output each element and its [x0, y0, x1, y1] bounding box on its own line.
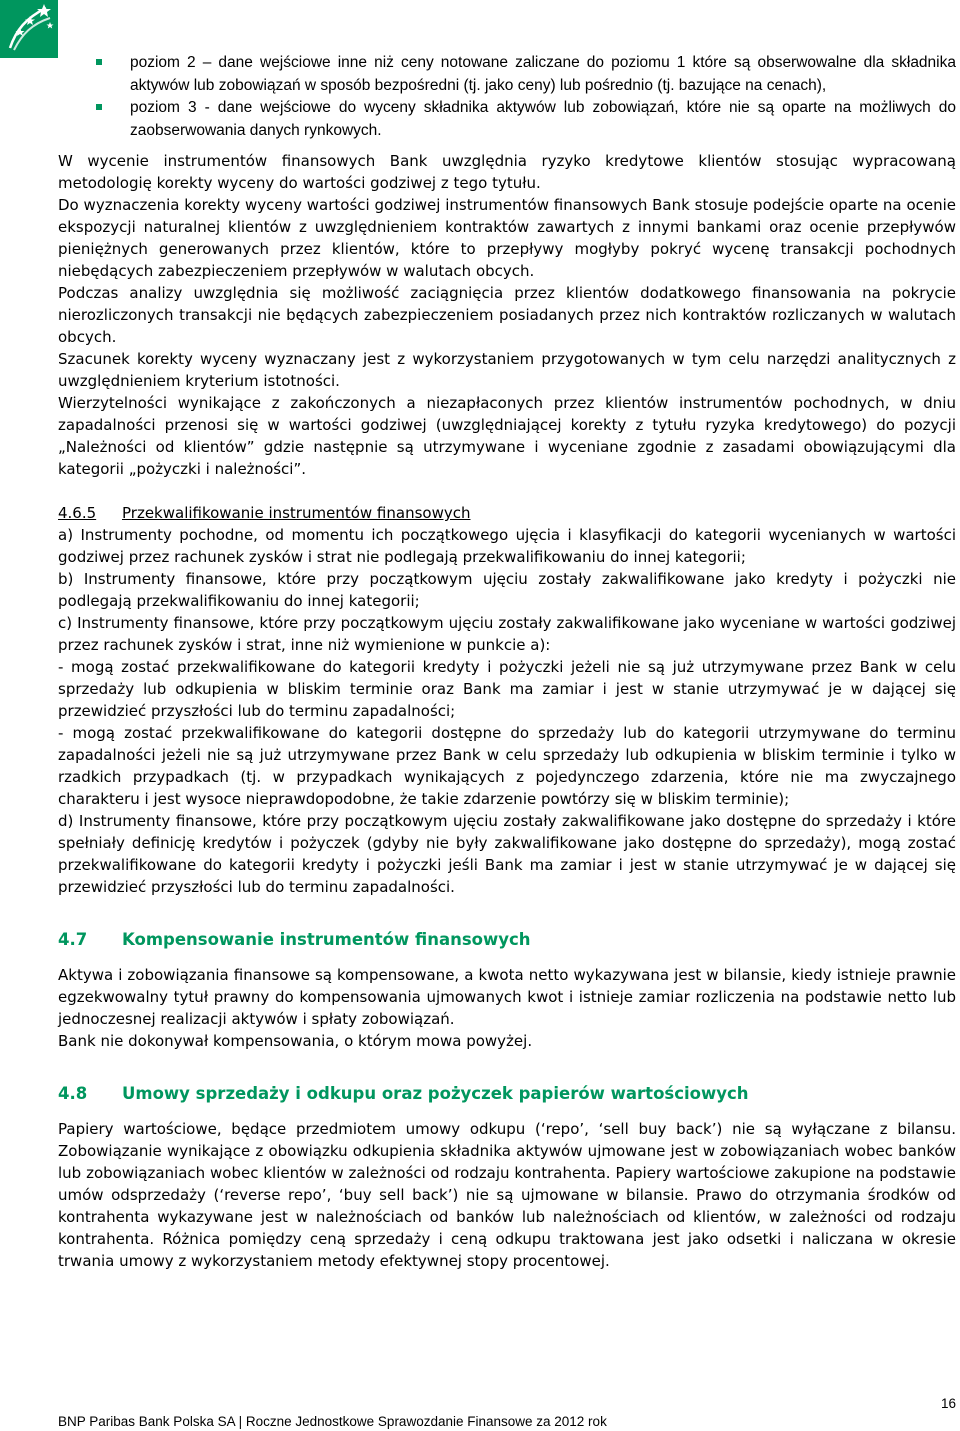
level-bullet-list [58, 52, 956, 142]
paragraph: c) Instrumenty finansowe, które przy początkowym ujęciu zostały zakwalifikowane jako wyceniane w wartości godziwej przez rachunek zysków i strat, inne niż wymienione w punkcie a): [58, 614, 956, 654]
paragraph: Bank nie dokonywał kompensowania, o którym mowa powyżej. [58, 1032, 533, 1050]
list-item: poziom 3 - dane wejściowe do wyceny składnika aktywów lub zobowiązań, które nie są oparte na możliwych do zaobserwowania danych rynkowych. [58, 97, 956, 142]
paragraph: Szacunek korekty wyceny wyznaczany jest z wykorzystaniem przygotowanych w tym celu narzędzi analitycznych z uwzględnieniem kryterium istotności. [58, 350, 956, 390]
section-heading-4-6-5: 4.6.5 Przekwalifikowanie instrumentów finansowych [58, 504, 471, 522]
page-content [58, 54, 956, 1272]
paragraph: - mogą zostać przekwalifikowane do kategorii kredyty i pożyczki jeżeli nie są już utrzymywane przez Bank w celu sprzedaży lub odkupienia w bliskim terminie oraz Bank ma zamiar i jest w stanie utrzymywać je w dającej się przewidzieć przyszłości lub do terminu zapadalności; [58, 658, 956, 720]
paragraph: b) Instrumenty finansowe, które przy początkowym ujęciu zostały zakwalifikowane jako kredyty i pożyczki nie podlegają przekwalifikowaniu do innej kategorii; [58, 570, 956, 610]
stars-logo-icon [0, 0, 58, 58]
section-heading-4-7: 4.7 Kompensowanie instrumentów finansowych [58, 930, 531, 949]
bank-logo [0, 0, 58, 58]
paragraph: - mogą zostać przekwalifikowane do kategorii dostępne do sprzedaży lub do kategorii utrzymywane do terminu zapadalności jeżeli nie są już utrzymywane przez Bank w celu sprzedaży lub odkupienia w bliskim terminie i tylko w rzadkich przypadkach (tj. w przypadkach wynikających z pojedynczego zdarzenia, które nie ma zwyczajnego charakteru i jest wysoce nieprawdopodobne, że takie zdarzenie powtórzy się w bliskim terminie); [58, 724, 956, 808]
square-bullet-icon [96, 104, 102, 110]
square-bullet-icon [96, 59, 102, 65]
page-footer: BNP Paribas Bank Polska SA | Roczne Jednostkowe Sprawozdanie Finansowe za 2012 rok [58, 1414, 607, 1429]
paragraph: a) Instrumenty pochodne, od momentu ich początkowego ujęcia i klasyfikacji do kategorii wycenianych w wartości godziwej przez rachunek zysków i strat nie podlegają przekwalifikowaniu do innej kategorii; [58, 526, 956, 566]
paragraph: Aktywa i zobowiązania finansowe są kompensowane, a kwota netto wykazywana jest w bilansie, kiedy istnieje prawnie egzekwowalny tytuł prawny do kompensowania ujmowanych kwot i istnieje zamiar rozliczenia na podstawie netto lub jednoczesnej realizacji aktywów i spłaty zobowiązań. [58, 966, 956, 1028]
page-number: 16 [940, 1396, 956, 1411]
paragraph: Do wyznaczenia korekty wyceny wartości godziwej instrumentów finansowych Bank stosuje podejście oparte na ocenie ekspozycji naturalnej klientów z uwzględnieniem kontraktów zawartych z innymi bankami oraz ocenie przepływów pieniężnych generowanych przez klientów, które to przepływy mogłyby pokryć wycenę transakcji pochodnych niebędących zabezpieczeniem przepływów w walutach obcych. [58, 196, 956, 280]
paragraph: W wycenie instrumentów finansowych Bank uwzględnia ryzyko kredytowe klientów stosując wypracowaną metodologię korekty wyceny do wartości godziwej z tego tytułu. [58, 152, 956, 192]
paragraph: Podczas analizy uwzględnia się możliwość zaciągnięcia przez klientów dodatkowego finansowania na pokrycie nierozliczonych transakcji nie będących zabezpieczeniem posiadanych przez nich kontraktów rozliczanych w walutach obcych. [58, 284, 956, 346]
list-item: poziom 2 – dane wejściowe inne niż ceny notowane zaliczane do poziomu 1 które są obserwowalne dla składnika aktywów lub zobowiązań w sposób bezpośredni (tj. jako ceny) lub pośrednio (tj. bazujące na cenach), [58, 52, 956, 97]
paragraph: Papiery wartościowe, będące przedmiotem umowy odkupu (‘repo’, ‘sell buy back’) nie są wyłączane z bilansu. Zobowiązanie wynikające z obowiązku odkupienia składnika aktywów ujmowane jest w zobowiązaniach wobec banków lub zobowiązaniach wobec klientów w zależności od rodzaju kontrahenta. Papiery wartościowe zakupione na podstawie umów odsprzedaży (‘reverse repo’, ‘buy sell back’) nie są ujmowane w bilansie. Prawo do otrzymania środków od kontrahenta wykazywane jest w należnościach od banków lub należnościach od klientów, w zależności od rodzaju kontrahenta. Różnica pomiędzy ceną sprzedaży i ceną odkupu traktowana jest jako odsetki i naliczana w okresie trwania umowy z wykorzystaniem metody efektywnej stopy procentowej. [58, 1120, 956, 1270]
section-heading-4-8: 4.8 Umowy sprzedaży i odkupu oraz pożyczek papierów wartościowych [58, 1084, 749, 1103]
paragraph: Wierzytelności wynikające z zakończonych a niezapłaconych przez klientów instrumentów pochodnych, w dniu zapadalności przenosi się w wartości godziwej (uwzględniającej korekty z tytułu ryzyka kredytowego) do pozycji „Należności od klientów” gdzie następnie są utrzymywane i wyceniane zgodnie z zasadami obowiązującymi dla kategorii „pożyczki i należności”. [58, 394, 956, 478]
paragraph: d) Instrumenty finansowe, które przy początkowym ujęciu zostały zakwalifikowane jako dostępne do sprzedaży i które spełniały definicję kredytów i pożyczek (gdyby nie były zakwalifikowane jako dostępne do sprzedaży), mogą zostać przekwalifikowane do kategorii kredyty i pożyczki jeśli Bank ma zamiar i jest w stanie utrzymywać je w dającej się przewidzieć przyszłości lub do terminu zapadalności. [58, 812, 956, 896]
